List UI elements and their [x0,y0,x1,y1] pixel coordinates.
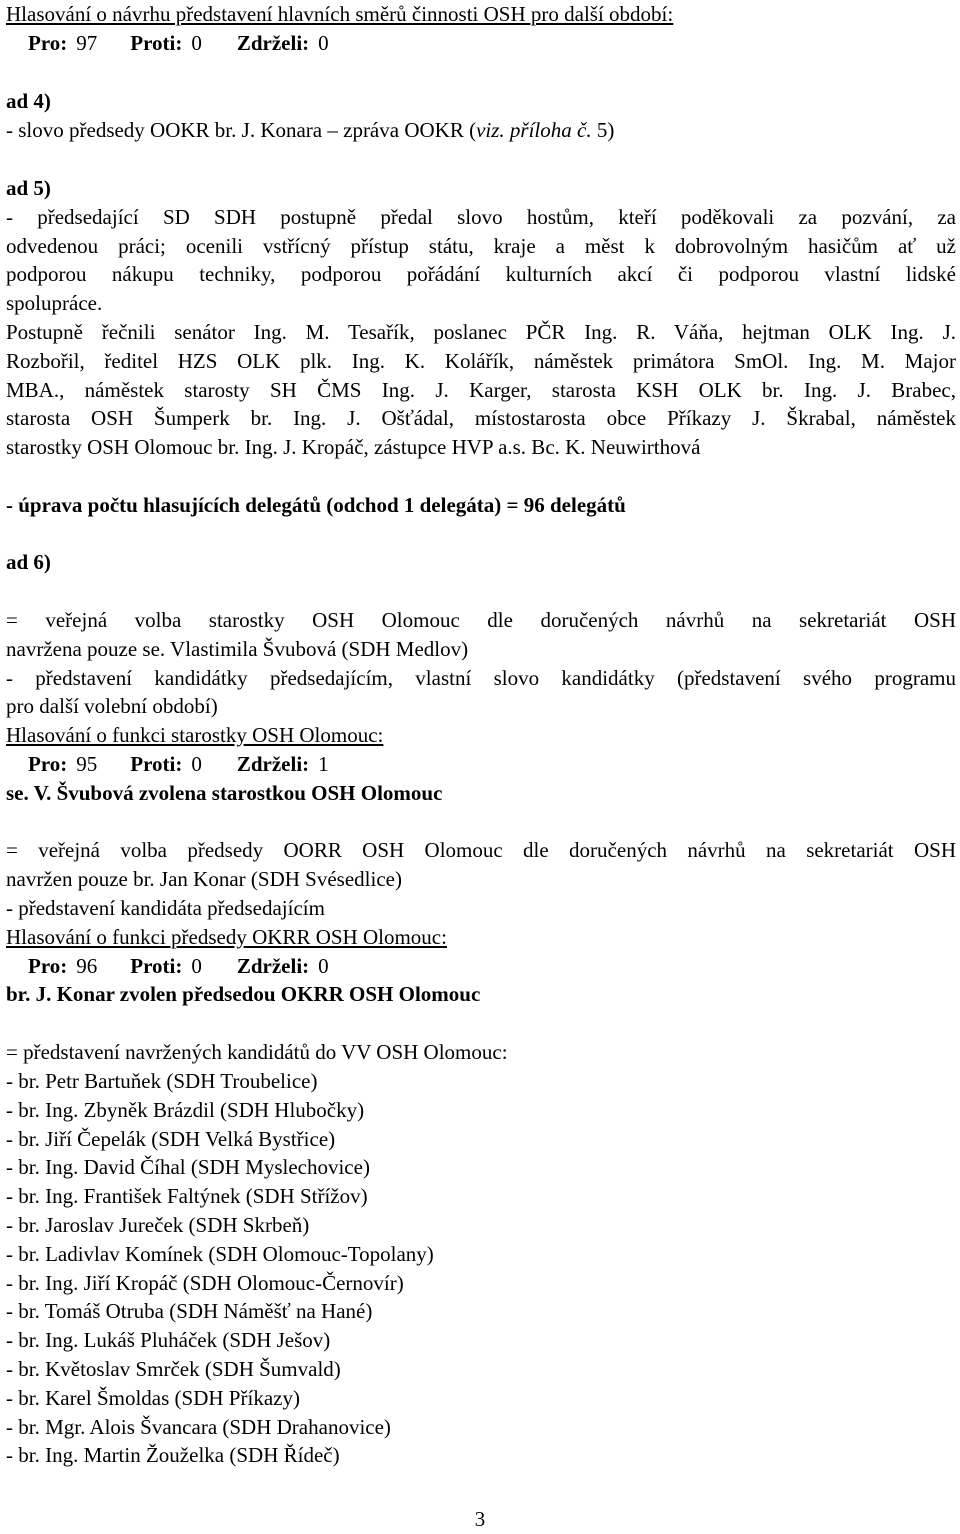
list-item: - br. Ing. Zbyněk Brázdil (SDH Hlubočky) [6,1097,365,1122]
list-item: - br. Tomáš Otruba (SDH Náměšť na Hané) [6,1299,373,1324]
zdrzeli-label: Zdrželi: [236,954,310,978]
starostka-line: navržena pouze se. Vlastimila Švubová (SDH Medlov) [6,637,469,661]
proti-value: 0 [191,954,202,978]
page-number: 3 [474,1507,486,1531]
zdrzeli-value: 1 [318,752,329,776]
list-item: - br. Mgr. Alois Švancara (SDH Drahanovice) [6,1414,391,1439]
starostka-line: = veřejná volba starostky OSH Olomouc dle doručených návrhů na sekretariát OSH [6,608,956,632]
list-item: - br. Ing. Lukáš Pluháček (SDH Ješov) [6,1328,331,1353]
proti-value: 0 [191,31,202,55]
pro-value: 95 [76,752,98,776]
pro-label: Pro: [28,752,68,776]
vote1-results [6,29,956,58]
ad5-paragraph1-line: - předsedající SD SDH postupně předal slovo hostům, kteří poděkovali za pozvání, za [6,205,956,229]
list-item: - br. Ladivlav Komínek (SDH Olomouc-Topolany) [6,1241,434,1266]
zdrzeli-value: 0 [318,954,329,978]
proti-value: 0 [191,752,202,776]
list-item: - br. Karel Šmoldas (SDH Příkazy) [6,1385,300,1410]
ad4-line [6,116,956,145]
list-item: - br. Ing. Jiří Kropáč (SDH Olomouc-Černovír) [6,1270,404,1295]
delegates-note: - úprava počtu hlasujících delegátů (odchod 1 delegáta) = 96 delegátů [6,493,626,517]
ad4-title: ad 4) [6,89,51,113]
pro-label: Pro: [28,31,68,55]
ad5-speakers-line: starosta OSH Šumperk br. Ing. J. Ošťádal, místostarosta obce Příkazy J. Škrabal, náměstek [6,406,956,430]
zdrzeli-label: Zdrželi: [236,752,310,776]
list-item: - br. Ing. David Číhal (SDH Myslechovice) [6,1155,370,1180]
ad5-paragraph1-line: odvedenou práci; ocenili vstřícný přístup státu, kraje a měst k dobrovolným hasičům ať už [6,234,956,258]
pro-value: 97 [76,31,98,55]
ad5-speakers-line: Postupně řečnili senátor Ing. M. Tesařík, poslanec PČR Ing. R. Váňa, hejtman OLK Ing. J. [6,320,956,344]
proti-label: Proti: [130,31,183,55]
list-item: - br. Petr Bartuňek (SDH Troubelice) [6,1069,318,1093]
candidates-heading: = představení navržených kandidátů do VV OSH Olomouc: [6,1040,508,1064]
list-item: - br. Jaroslav Jureček (SDH Skrbeň) [6,1212,310,1237]
zdrzeli-value: 0 [318,31,329,55]
starostka-vote-heading: Hlasování o funkci starostky OSH Olomouc: [6,723,384,747]
predseda-vote-results [6,952,956,981]
vote1-heading: Hlasování o návrhu představení hlavních směrů činnosti OSH pro další období: [6,2,674,26]
starostka-result: se. V. Švubová zvolena starostkou OSH Olomouc [6,781,443,805]
candidates-list [6,1067,956,1470]
pro-label: Pro: [28,954,68,978]
proti-label: Proti: [130,752,183,776]
proti-label: Proti: [130,954,183,978]
ad4-line-prefix: - slovo předsedy OOKR br. J. Konara – zpráva OOKR ( [6,118,477,142]
starostka-line: pro další volební období) [6,694,218,718]
predseda-line: navržen pouze br. Jan Konar (SDH Svésedlice) [6,867,402,891]
ad6-title: ad 6) [6,550,51,574]
ad5-paragraph1-line: spolupráce. [6,291,103,315]
list-item: - br. Ing. František Faltýnek (SDH Střížov) [6,1184,368,1209]
list-item: - br. Jiří Čepelák (SDH Velká Bystřice) [6,1126,336,1151]
zdrzeli-label: Zdrželi: [236,31,310,55]
ad4-line-suffix: 5) [591,118,615,142]
list-item: - br. Ing. Martin Žouželka (SDH Řídeč) [6,1443,340,1468]
ad5-title: ad 5) [6,176,51,200]
starostka-line: - představení kandidátky předsedajícím, vlastní slovo kandidátky (představení svého programu [6,666,956,690]
ad5-paragraph1-line: podporou nákupu techniky, podporou pořádání kulturních akcí či podporou vlastní lidské [6,262,956,286]
predseda-line: - představení kandidáta předsedajícím [6,896,325,920]
ad5-speakers-line: MBA., náměstek starosty SH ČMS Ing. J. Karger, starosta KSH OLK br. Ing. J. Brabec, [6,378,956,402]
predseda-line: = veřejná volba předsedy OORR OSH Olomouc dle doručených návrhů na sekretariát OSH [6,838,956,862]
list-item: - br. Květoslav Smrček (SDH Šumvald) [6,1356,341,1381]
ad4-line-italic: viz. příloha č. [476,118,592,142]
predseda-result: br. J. Konar zvolen předsedou OKRR OSH Olomouc [6,982,481,1006]
ad5-speakers-line: starostky OSH Olomouc br. Ing. J. Kropáč, zástupce HVP a.s. Bc. K. Neuwirthová [6,435,701,459]
ad5-speakers-line: Rozbořil, ředitel HZS OLK plk. Ing. K. Kolářík, náměstek primátora SmOl. Ing. M. Major [6,349,956,373]
pro-value: 96 [76,954,98,978]
starostka-vote-results [6,750,956,779]
predseda-vote-heading: Hlasování o funkci předsedy OKRR OSH Olomouc: [6,925,447,949]
